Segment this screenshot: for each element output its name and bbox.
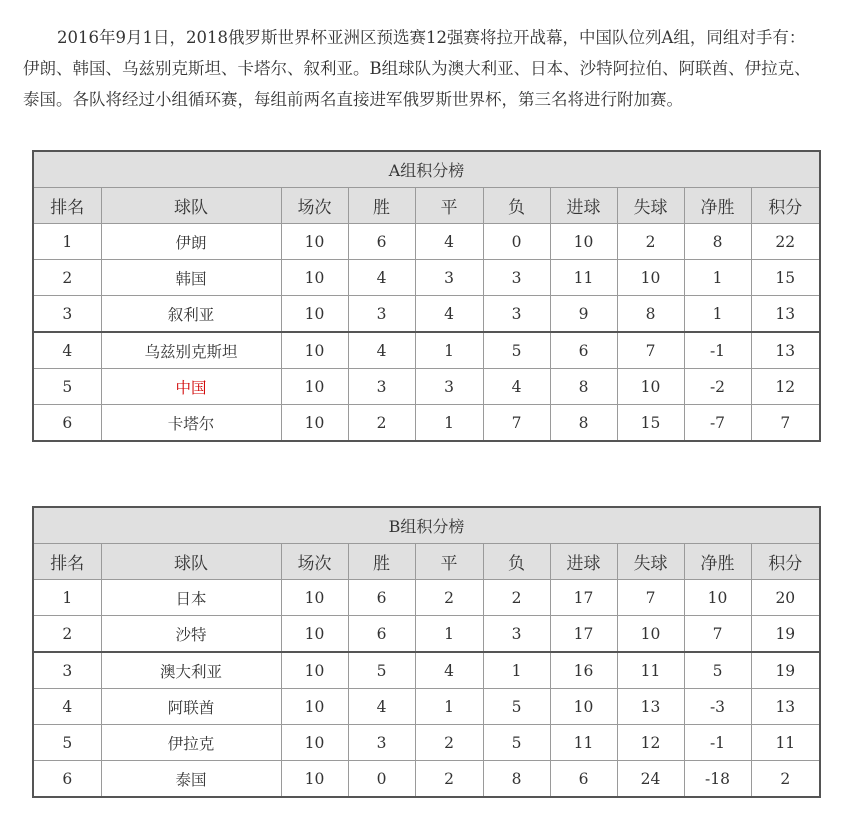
intro-paragraph: 2016年9月1日，2018俄罗斯世界杯亚洲区预选赛12强赛将拉开战幕，中国队位列A组，同组对手有：伊朗、韩国、乌兹别克斯坦、卡塔尔、叙利亚。B组球队为澳大利亚、日本、沙特阿拉伯、阿联酋、伊拉克、泰国。各队将经过小组循环赛，每组前两名直接进军俄罗斯世界杯，第三名将进行附加赛。 [23, 28, 811, 109]
group-a-cell-points: 7 [751, 405, 820, 442]
group-b-row-3 [33, 652, 820, 689]
group-a-cell-goals-for: 10 [550, 224, 617, 260]
group-a-cell-won: 6 [348, 224, 415, 260]
group-a-cell-lost: 4 [483, 369, 550, 405]
group-a-header-points: 积分 [751, 188, 820, 224]
group-a-cell-drawn: 4 [415, 224, 483, 260]
group-a-cell-played: 10 [281, 224, 348, 260]
group-b-header-goals-for: 进球 [550, 544, 617, 580]
group-a-cell-goals-for: 8 [550, 405, 617, 442]
group-b-cell-played: 10 [281, 725, 348, 761]
group-a-row-2 [33, 260, 820, 296]
group-a-cell-goals-for: 11 [550, 260, 617, 296]
group-a-header-lost: 负 [483, 188, 550, 224]
group-b-cell-rank: 5 [33, 725, 101, 761]
group-b-cell-lost: 8 [483, 761, 550, 798]
group-a-row-1 [33, 224, 820, 260]
group-a-header-goals-against: 失球 [617, 188, 684, 224]
group-a-cell-goals-for: 9 [550, 296, 617, 333]
group-a-cell-won: 2 [348, 405, 415, 442]
group-a-cell-goal-diff: 1 [684, 260, 751, 296]
group-b-cell-played: 10 [281, 652, 348, 689]
group-a-cell-drawn: 1 [415, 405, 483, 442]
group-a-header-rank: 排名 [33, 188, 101, 224]
group-b-cell-goals-against: 12 [617, 725, 684, 761]
group-a-cell-rank: 1 [33, 224, 101, 260]
group-a-cell-lost: 0 [483, 224, 550, 260]
group-a-cell-goal-diff: -1 [684, 332, 751, 369]
group-b-cell-goal-diff: 10 [684, 580, 751, 616]
group-b-cell-goal-diff: -18 [684, 761, 751, 798]
group-b-cell-team: 日本 [101, 580, 281, 616]
group-a-cell-team: 卡塔尔 [101, 405, 281, 442]
group-a-cell-goals-against: 8 [617, 296, 684, 333]
group-a-cell-won: 3 [348, 369, 415, 405]
group-b-cell-lost: 5 [483, 689, 550, 725]
group-b-cell-goals-for: 6 [550, 761, 617, 798]
group-a-cell-won: 3 [348, 296, 415, 333]
group-b-row-4 [33, 689, 820, 725]
group-b-cell-goals-for: 11 [550, 725, 617, 761]
group-a-standings-table [32, 150, 821, 442]
group-a-cell-goals-against: 10 [617, 260, 684, 296]
group-a-body [33, 224, 820, 442]
group-a-cell-played: 10 [281, 260, 348, 296]
group-b-cell-drawn: 2 [415, 580, 483, 616]
group-b-row-5 [33, 725, 820, 761]
group-b-cell-drawn: 4 [415, 652, 483, 689]
group-a-cell-lost: 3 [483, 260, 550, 296]
group-b-cell-points: 19 [751, 616, 820, 653]
group-b-body [33, 580, 820, 798]
group-a-header-won: 胜 [348, 188, 415, 224]
group-b-cell-team: 伊拉克 [101, 725, 281, 761]
group-a-cell-points: 13 [751, 332, 820, 369]
group-a-cell-drawn: 3 [415, 369, 483, 405]
group-b-cell-rank: 1 [33, 580, 101, 616]
group-a-cell-goal-diff: -2 [684, 369, 751, 405]
group-b-header-goal-diff: 净胜 [684, 544, 751, 580]
group-b-cell-played: 10 [281, 580, 348, 616]
group-a-header-goals-for: 进球 [550, 188, 617, 224]
group-b-cell-rank: 4 [33, 689, 101, 725]
group-b-cell-points: 2 [751, 761, 820, 798]
group-a-cell-goal-diff: 1 [684, 296, 751, 333]
group-b-cell-drawn: 2 [415, 761, 483, 798]
group-a-cell-played: 10 [281, 369, 348, 405]
group-a-cell-goal-diff: -7 [684, 405, 751, 442]
group-b-cell-goals-for: 16 [550, 652, 617, 689]
group-b-cell-team: 泰国 [101, 761, 281, 798]
group-b-header-team: 球队 [101, 544, 281, 580]
group-a-row-3 [33, 296, 820, 333]
group-a-cell-goals-against: 15 [617, 405, 684, 442]
group-b-row-2 [33, 616, 820, 653]
group-a-cell-drawn: 4 [415, 296, 483, 333]
group-b-cell-lost: 3 [483, 616, 550, 653]
group-a-cell-played: 10 [281, 332, 348, 369]
group-b-cell-played: 10 [281, 761, 348, 798]
group-b-cell-lost: 5 [483, 725, 550, 761]
group-a-cell-team: 韩国 [101, 260, 281, 296]
group-a-cell-drawn: 1 [415, 332, 483, 369]
group-b-cell-team: 阿联酋 [101, 689, 281, 725]
group-a-cell-lost: 3 [483, 296, 550, 333]
group-b-header-lost: 负 [483, 544, 550, 580]
group-a-cell-team: 叙利亚 [101, 296, 281, 333]
group-b-cell-lost: 2 [483, 580, 550, 616]
group-b-header-drawn: 平 [415, 544, 483, 580]
group-b-cell-won: 0 [348, 761, 415, 798]
group-b-cell-goals-against: 24 [617, 761, 684, 798]
group-b-cell-goals-for: 10 [550, 689, 617, 725]
group-a-cell-won: 4 [348, 332, 415, 369]
group-a-cell-goals-for: 6 [550, 332, 617, 369]
group-b-cell-goals-for: 17 [550, 580, 617, 616]
group-a-cell-team: 伊朗 [101, 224, 281, 260]
group-b-cell-team: 澳大利亚 [101, 652, 281, 689]
group-a-cell-rank: 3 [33, 296, 101, 333]
group-a-cell-points: 12 [751, 369, 820, 405]
group-b-cell-won: 5 [348, 652, 415, 689]
group-a-header-row [33, 188, 820, 224]
group-a-row-5 [33, 369, 820, 405]
group-b-cell-points: 11 [751, 725, 820, 761]
group-a-cell-drawn: 3 [415, 260, 483, 296]
group-b-cell-goals-against: 7 [617, 580, 684, 616]
group-a-row-4 [33, 332, 820, 369]
group-b-cell-drawn: 2 [415, 725, 483, 761]
group-a-cell-points: 13 [751, 296, 820, 333]
group-a-cell-points: 22 [751, 224, 820, 260]
group-b-cell-goal-diff: -1 [684, 725, 751, 761]
group-b-header-rank: 排名 [33, 544, 101, 580]
group-b-standings-table [32, 506, 821, 798]
group-a-cell-rank: 2 [33, 260, 101, 296]
group-b-cell-goals-against: 11 [617, 652, 684, 689]
group-a-cell-goals-against: 2 [617, 224, 684, 260]
group-a-cell-goals-against: 7 [617, 332, 684, 369]
group-a-cell-lost: 5 [483, 332, 550, 369]
group-b-row-6 [33, 761, 820, 798]
group-b-header-won: 胜 [348, 544, 415, 580]
group-b-cell-rank: 6 [33, 761, 101, 798]
group-a-cell-rank: 5 [33, 369, 101, 405]
group-a-header-played: 场次 [281, 188, 348, 224]
group-b-cell-goal-diff: -3 [684, 689, 751, 725]
group-b-cell-goal-diff: 7 [684, 616, 751, 653]
group-b-cell-won: 6 [348, 616, 415, 653]
group-b-cell-points: 13 [751, 689, 820, 725]
group-a-header-drawn: 平 [415, 188, 483, 224]
group-b-cell-lost: 1 [483, 652, 550, 689]
group-b-cell-drawn: 1 [415, 616, 483, 653]
group-b-cell-goal-diff: 5 [684, 652, 751, 689]
group-a-cell-played: 10 [281, 405, 348, 442]
group-a-cell-points: 15 [751, 260, 820, 296]
group-b-cell-goals-against: 13 [617, 689, 684, 725]
group-b-cell-goals-for: 17 [550, 616, 617, 653]
group-b-cell-played: 10 [281, 689, 348, 725]
group-a-cell-lost: 7 [483, 405, 550, 442]
group-b-cell-points: 19 [751, 652, 820, 689]
group-a-header-team: 球队 [101, 188, 281, 224]
group-a-row-6 [33, 405, 820, 442]
group-a-cell-played: 10 [281, 296, 348, 333]
group-b-title: B组积分榜 [33, 507, 820, 544]
group-b-cell-played: 10 [281, 616, 348, 653]
group-b-cell-goals-against: 10 [617, 616, 684, 653]
group-a-cell-goal-diff: 8 [684, 224, 751, 260]
group-b-cell-points: 20 [751, 580, 820, 616]
group-a-header-goal-diff: 净胜 [684, 188, 751, 224]
group-b-cell-team: 沙特 [101, 616, 281, 653]
group-a-cell-won: 4 [348, 260, 415, 296]
group-a-cell-team: 中国 [101, 369, 281, 405]
group-b-header-points: 积分 [751, 544, 820, 580]
group-a-title: A组积分榜 [33, 151, 820, 188]
group-a-cell-goals-against: 10 [617, 369, 684, 405]
group-a-cell-rank: 6 [33, 405, 101, 442]
group-a-cell-rank: 4 [33, 332, 101, 369]
group-a-cell-goals-for: 8 [550, 369, 617, 405]
group-b-cell-rank: 2 [33, 616, 101, 653]
group-b-header-played: 场次 [281, 544, 348, 580]
group-b-cell-won: 4 [348, 689, 415, 725]
group-b-header-goals-against: 失球 [617, 544, 684, 580]
group-b-cell-rank: 3 [33, 652, 101, 689]
group-b-cell-won: 6 [348, 580, 415, 616]
group-b-row-1 [33, 580, 820, 616]
group-b-cell-won: 3 [348, 725, 415, 761]
group-a-cell-team: 乌兹别克斯坦 [101, 332, 281, 369]
group-b-cell-drawn: 1 [415, 689, 483, 725]
group-b-header-row [33, 544, 820, 580]
